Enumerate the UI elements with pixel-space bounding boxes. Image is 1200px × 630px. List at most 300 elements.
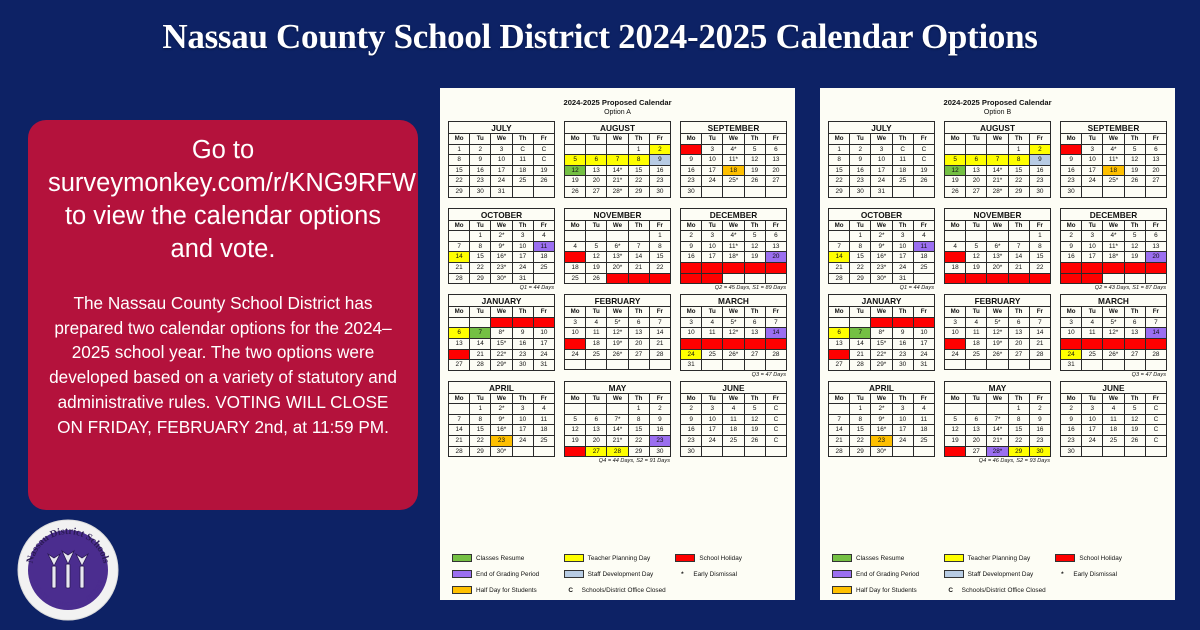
weekday-header: Th xyxy=(1124,307,1145,318)
quarter-day-count: Q1 = 44 Days xyxy=(519,285,554,292)
week-row xyxy=(945,186,1051,197)
day-cell: 24 xyxy=(512,262,533,273)
day-cell-holiday: 19 xyxy=(1103,338,1124,349)
weekday-header: Tu xyxy=(850,307,871,318)
quarter-day-count xyxy=(1060,458,1167,465)
month-block xyxy=(944,294,1051,381)
day-cell: 2* xyxy=(491,404,512,415)
week-row xyxy=(449,328,555,339)
day-cell-planning: 30 xyxy=(1029,446,1050,457)
weekday-header: Th xyxy=(512,134,533,145)
weekday-header: Mo xyxy=(1061,220,1082,231)
month-name: MARCH xyxy=(1060,294,1167,306)
month-block xyxy=(680,121,787,208)
day-cell-holiday: 2 xyxy=(681,144,702,155)
day-cell-empty xyxy=(765,446,786,457)
day-cell: 16 xyxy=(681,425,702,436)
weekday-header: We xyxy=(723,393,744,404)
weekday-header: Th xyxy=(512,220,533,231)
weekday-header: Th xyxy=(1008,220,1029,231)
day-cell: 5* xyxy=(723,317,744,328)
day-cell: 12 xyxy=(744,155,765,166)
weekday-header: We xyxy=(607,134,628,145)
weekday-header: Mo xyxy=(565,134,586,145)
day-cell: 13* xyxy=(607,252,628,263)
day-cell: 19 xyxy=(966,262,987,273)
legend-symbol: C xyxy=(568,586,573,594)
day-cell: 23 xyxy=(681,176,702,187)
day-cell: 30 xyxy=(681,446,702,457)
day-cell: 14 xyxy=(1029,328,1050,339)
day-cell-closed: C xyxy=(1124,338,1145,349)
month-block xyxy=(564,121,671,208)
day-cell: 10 xyxy=(533,328,554,339)
quarter-day-count xyxy=(680,458,787,465)
quarter-day-count xyxy=(828,458,935,465)
day-cell-closed: C xyxy=(1145,436,1166,447)
day-cell: 15 xyxy=(850,425,871,436)
month-block xyxy=(1060,121,1167,208)
week-row xyxy=(681,425,787,436)
day-cell: 24 xyxy=(871,176,892,187)
month-name: OCTOBER xyxy=(448,208,555,220)
day-cell: 16 xyxy=(649,425,670,436)
month-block xyxy=(944,208,1051,295)
day-cell-empty xyxy=(1124,186,1145,197)
week-row xyxy=(681,328,787,339)
day-cell: 22 xyxy=(850,436,871,447)
day-cell: 30 xyxy=(850,186,871,197)
day-cell-closed: C xyxy=(765,262,786,273)
day-cell: 20 xyxy=(1145,165,1166,176)
weekday-header: We xyxy=(871,393,892,404)
calendar-title: 2024-2025 Proposed Calendar xyxy=(943,98,1052,107)
day-cell: 6* xyxy=(607,241,628,252)
month-table xyxy=(828,294,935,371)
day-cell: 15 xyxy=(449,165,470,176)
day-cell: 15 xyxy=(829,165,850,176)
day-cell: 26 xyxy=(565,186,586,197)
day-cell: 16 xyxy=(681,252,702,263)
day-cell-grading: 20 xyxy=(1145,252,1166,263)
month-name: JULY xyxy=(448,121,555,133)
day-cell: 18 xyxy=(892,165,913,176)
day-cell: 9 xyxy=(681,414,702,425)
day-cell: 19 xyxy=(586,262,607,273)
day-cell: 21 xyxy=(1029,338,1050,349)
month-block xyxy=(944,381,1051,468)
day-cell: 10 xyxy=(1082,414,1103,425)
day-cell: 19 xyxy=(913,165,934,176)
week-row xyxy=(681,252,787,263)
day-cell: 30* xyxy=(871,446,892,457)
day-cell: 16* xyxy=(491,252,512,263)
day-cell: 10 xyxy=(871,155,892,166)
day-cell-closed: C xyxy=(681,273,702,284)
weekday-header: Mo xyxy=(449,220,470,231)
day-cell: 18 xyxy=(913,425,934,436)
quarter-day-count: Q3 = 47 Days xyxy=(1131,371,1166,378)
weekday-header: Fr xyxy=(1029,134,1050,145)
day-cell: 19 xyxy=(744,425,765,436)
calendar-legend xyxy=(828,551,1167,596)
week-row xyxy=(1061,446,1167,457)
day-cell: 17 xyxy=(702,425,723,436)
day-cell: 20* xyxy=(987,262,1008,273)
week-row xyxy=(681,404,787,415)
day-cell: 15* xyxy=(491,338,512,349)
day-cell: 16* xyxy=(871,252,892,263)
day-cell: 8 xyxy=(829,155,850,166)
day-cell: 24 xyxy=(512,436,533,447)
day-cell: 19 xyxy=(945,176,966,187)
day-cell: 11 xyxy=(892,155,913,166)
day-cell: 18 xyxy=(512,165,533,176)
weekday-header: Mo xyxy=(1061,134,1082,145)
day-cell: 23 xyxy=(512,349,533,360)
day-cell: 28* xyxy=(607,186,628,197)
week-row xyxy=(945,436,1051,447)
legend-label: Half Day for Students xyxy=(856,586,917,594)
week-row xyxy=(945,273,1051,284)
month-name: MAY xyxy=(944,381,1051,393)
weekday-header: Mo xyxy=(565,307,586,318)
day-cell: 16 xyxy=(470,165,491,176)
week-row xyxy=(449,338,555,349)
month-block xyxy=(680,294,787,381)
day-cell-empty xyxy=(607,231,628,242)
day-cell: 24 xyxy=(1082,436,1103,447)
weekday-header: Fr xyxy=(533,393,554,404)
day-cell: 29* xyxy=(491,360,512,371)
day-cell: 12 xyxy=(966,252,987,263)
day-cell: 15 xyxy=(628,165,649,176)
day-cell: 2 xyxy=(649,404,670,415)
month-table xyxy=(1060,381,1167,458)
weekday-header: Th xyxy=(892,220,913,231)
weekday-header: Fr xyxy=(1145,393,1166,404)
svg-text:CREATE · EDUCATE · INSPIRE: CREATE · EDUCATE · INSPIRE xyxy=(31,579,105,609)
day-cell: 25 xyxy=(723,436,744,447)
day-cell-closed: C xyxy=(765,436,786,447)
day-cell: 6 xyxy=(1145,144,1166,155)
day-cell: 19 xyxy=(744,252,765,263)
day-cell-empty xyxy=(1145,446,1166,457)
day-cell: 19 xyxy=(565,176,586,187)
legend-item xyxy=(564,554,674,562)
weekday-header: Tu xyxy=(1082,393,1103,404)
day-cell: 16* xyxy=(871,425,892,436)
day-cell-empty xyxy=(607,360,628,370)
day-cell: 13 xyxy=(628,328,649,339)
day-cell: 13 xyxy=(829,338,850,349)
quarter-day-count xyxy=(564,199,671,206)
day-cell: 2 xyxy=(1029,404,1050,415)
day-cell-closed: C xyxy=(1008,273,1029,284)
weekday-header: Tu xyxy=(966,220,987,231)
day-cell-planning: 29 xyxy=(1008,446,1029,457)
day-cell: 14 xyxy=(829,425,850,436)
legend-color-swatch xyxy=(832,570,852,578)
day-cell: 23 xyxy=(892,349,913,360)
month-grid xyxy=(448,121,787,467)
day-cell-holiday: 25 xyxy=(945,273,966,284)
day-cell: 8 xyxy=(1029,241,1050,252)
weekday-header: Fr xyxy=(765,393,786,404)
month-block xyxy=(828,121,935,208)
day-cell: 29* xyxy=(871,360,892,371)
day-cell: 15 xyxy=(470,252,491,263)
month-name: SEPTEMBER xyxy=(680,121,787,133)
day-cell: 18 xyxy=(586,338,607,349)
day-cell: 5 xyxy=(945,414,966,425)
day-cell: 23 xyxy=(1029,176,1050,187)
week-row xyxy=(945,446,1051,457)
week-row xyxy=(945,404,1051,415)
calendar-option-label: Option B xyxy=(983,109,1012,116)
day-cell-grading: 28* xyxy=(987,446,1008,457)
day-cell-empty xyxy=(1082,186,1103,197)
weekday-header: Tu xyxy=(850,220,871,231)
day-cell-empty xyxy=(702,446,723,457)
day-cell: 22 xyxy=(1008,436,1029,447)
day-cell: 13 xyxy=(744,328,765,339)
day-cell: 9 xyxy=(512,328,533,339)
day-cell: 18* xyxy=(723,252,744,263)
day-cell: 15 xyxy=(850,252,871,263)
month-name: AUGUST xyxy=(944,121,1051,133)
day-cell: 29 xyxy=(829,186,850,197)
day-cell-resume: 12 xyxy=(565,165,586,176)
day-cell-holiday: 19 xyxy=(723,338,744,349)
day-cell-resume: 12 xyxy=(945,165,966,176)
weekday-header: We xyxy=(607,393,628,404)
day-cell-closed: C xyxy=(533,317,554,328)
day-cell: 13* xyxy=(987,252,1008,263)
day-cell: 3 xyxy=(1082,144,1103,155)
weekday-header: Tu xyxy=(470,220,491,231)
legend-color-swatch xyxy=(944,554,964,562)
day-cell: 8 xyxy=(850,241,871,252)
weekday-header: Mo xyxy=(681,307,702,318)
week-row xyxy=(829,328,935,339)
weekday-header: Th xyxy=(512,307,533,318)
weekday-header: We xyxy=(987,307,1008,318)
week-row xyxy=(681,446,787,457)
month-table xyxy=(448,208,555,285)
weekday-header: Th xyxy=(628,307,649,318)
day-cell: 1 xyxy=(470,231,491,242)
day-cell: 26 xyxy=(1124,436,1145,447)
day-cell: 19 xyxy=(1124,252,1145,263)
day-cell: 22 xyxy=(649,262,670,273)
week-row xyxy=(565,186,671,197)
day-cell: 28 xyxy=(449,273,470,284)
day-cell-empty xyxy=(512,446,533,457)
week-row xyxy=(829,186,935,197)
weekday-header: Mo xyxy=(1061,393,1082,404)
day-cell-empty xyxy=(1145,360,1166,371)
day-cell: 29 xyxy=(850,273,871,284)
day-cell-empty xyxy=(1145,273,1166,284)
day-cell: 29 xyxy=(1008,186,1029,197)
day-cell: 15 xyxy=(1008,165,1029,176)
week-row xyxy=(945,231,1051,242)
day-cell-empty xyxy=(628,231,649,242)
weekday-header: We xyxy=(1103,307,1124,318)
weekday-header: Th xyxy=(1124,393,1145,404)
weekday-header: Tu xyxy=(966,134,987,145)
day-cell: 27 xyxy=(586,186,607,197)
day-cell-grading: 20 xyxy=(765,252,786,263)
day-cell: 16 xyxy=(1061,425,1082,436)
day-cell: 5 xyxy=(565,414,586,425)
week-row xyxy=(829,155,935,166)
day-cell: 7 xyxy=(829,414,850,425)
day-cell: 17 xyxy=(1082,165,1103,176)
week-row xyxy=(565,165,671,176)
day-cell: 7* xyxy=(987,414,1008,425)
day-cell-empty xyxy=(565,404,586,415)
day-cell-planning: 14 xyxy=(449,252,470,263)
month-table xyxy=(448,294,555,371)
month-table xyxy=(828,121,935,198)
month-table xyxy=(828,208,935,285)
weekday-header: Fr xyxy=(913,393,934,404)
weekday-header: Th xyxy=(892,393,913,404)
week-row xyxy=(829,317,935,328)
weekday-header: Th xyxy=(892,307,913,318)
day-cell: 26 xyxy=(913,176,934,187)
day-cell: 25* xyxy=(723,176,744,187)
legend-color-swatch xyxy=(452,570,472,578)
day-cell: 7* xyxy=(607,414,628,425)
week-row xyxy=(1061,425,1167,436)
weekday-header: Th xyxy=(1008,393,1029,404)
day-cell: 4 xyxy=(723,404,744,415)
day-cell: 7 xyxy=(449,414,470,425)
day-cell: 2 xyxy=(681,404,702,415)
legend-color-swatch xyxy=(675,554,695,562)
day-cell: 10 xyxy=(1061,328,1082,339)
day-cell: 1 xyxy=(1029,231,1050,242)
day-cell: 5 xyxy=(1124,404,1145,415)
week-row xyxy=(1061,317,1167,328)
legend-color-swatch xyxy=(832,554,852,562)
survey-headline: Go to surveymonkey.com/r/KNG9RFW to view the calendar options and vote. xyxy=(48,136,416,264)
day-cell-planning: 6 xyxy=(966,155,987,166)
day-cell-empty xyxy=(565,144,586,155)
day-cell: 28 xyxy=(449,446,470,457)
day-cell: 6 xyxy=(1124,317,1145,328)
day-cell: 22* xyxy=(491,349,512,360)
week-row xyxy=(681,241,787,252)
week-row xyxy=(829,252,935,263)
day-cell: 9 xyxy=(850,155,871,166)
day-cell-empty xyxy=(565,360,586,370)
month-name: APRIL xyxy=(828,381,935,393)
day-cell: 3 xyxy=(702,231,723,242)
day-cell: 19 xyxy=(565,436,586,447)
weekday-header: We xyxy=(1103,220,1124,231)
day-cell: 1 xyxy=(628,404,649,415)
day-cell: 21 xyxy=(449,436,470,447)
day-cell-halfday: 18 xyxy=(1103,165,1124,176)
day-cell: 28 xyxy=(649,349,670,360)
day-cell: 16 xyxy=(681,165,702,176)
day-cell-holiday: 11 xyxy=(565,252,586,263)
week-row xyxy=(565,144,671,155)
day-cell: 18 xyxy=(1103,425,1124,436)
day-cell: 11 xyxy=(702,328,723,339)
day-cell: 14* xyxy=(607,165,628,176)
day-cell: 12 xyxy=(1124,241,1145,252)
week-row xyxy=(829,360,935,371)
legend-label: Early Dismissal xyxy=(693,570,738,578)
day-cell: 10 xyxy=(702,414,723,425)
day-cell: 11 xyxy=(533,414,554,425)
day-cell: 4 xyxy=(586,317,607,328)
weekday-header: Mo xyxy=(829,393,850,404)
month-block xyxy=(828,208,935,295)
day-cell: 25 xyxy=(892,176,913,187)
day-cell: 19 xyxy=(1124,425,1145,436)
day-cell: 29 xyxy=(850,446,871,457)
weekday-header: Tu xyxy=(1082,220,1103,231)
day-cell: 4 xyxy=(702,317,723,328)
day-cell-empty xyxy=(1124,446,1145,457)
day-cell: 4* xyxy=(1103,231,1124,242)
day-cell: 30 xyxy=(470,186,491,197)
day-cell-holiday: 17 xyxy=(565,338,586,349)
weekday-header: Tu xyxy=(702,393,723,404)
day-cell: 23 xyxy=(1029,436,1050,447)
day-cell: 4 xyxy=(1082,317,1103,328)
weekday-header: Tu xyxy=(470,134,491,145)
quarter-day-count xyxy=(448,199,555,206)
day-cell: 29 xyxy=(470,273,491,284)
day-cell-holiday: 27 xyxy=(607,273,628,284)
legend-item xyxy=(944,570,1054,578)
legend-item xyxy=(452,586,562,594)
day-cell: 11* xyxy=(723,241,744,252)
week-row xyxy=(1061,360,1167,371)
week-row xyxy=(565,349,671,360)
legend-label: Classes Resume xyxy=(856,554,905,562)
day-cell: 25 xyxy=(966,349,987,360)
day-cell-empty xyxy=(1103,360,1124,371)
legend-label: Early Dismissal xyxy=(1073,570,1118,578)
day-cell-empty xyxy=(512,186,533,197)
day-cell-closed: C xyxy=(913,155,934,166)
day-cell: 17 xyxy=(1082,425,1103,436)
weekday-header: Mo xyxy=(829,307,850,318)
day-cell: 21 xyxy=(850,349,871,360)
weekday-header: Mo xyxy=(565,393,586,404)
day-cell-empty xyxy=(987,144,1008,155)
weekday-header: Th xyxy=(1008,307,1029,318)
day-cell: 24 xyxy=(533,349,554,360)
day-cell-empty xyxy=(765,186,786,197)
weekday-header: Tu xyxy=(1082,134,1103,145)
day-cell: 25 xyxy=(565,273,586,284)
day-cell: 1 xyxy=(628,144,649,155)
day-cell-planning: 2 xyxy=(1029,144,1050,155)
month-name: AUGUST xyxy=(564,121,671,133)
week-row xyxy=(945,328,1051,339)
day-cell: 18 xyxy=(533,252,554,263)
month-name: JUNE xyxy=(1060,381,1167,393)
